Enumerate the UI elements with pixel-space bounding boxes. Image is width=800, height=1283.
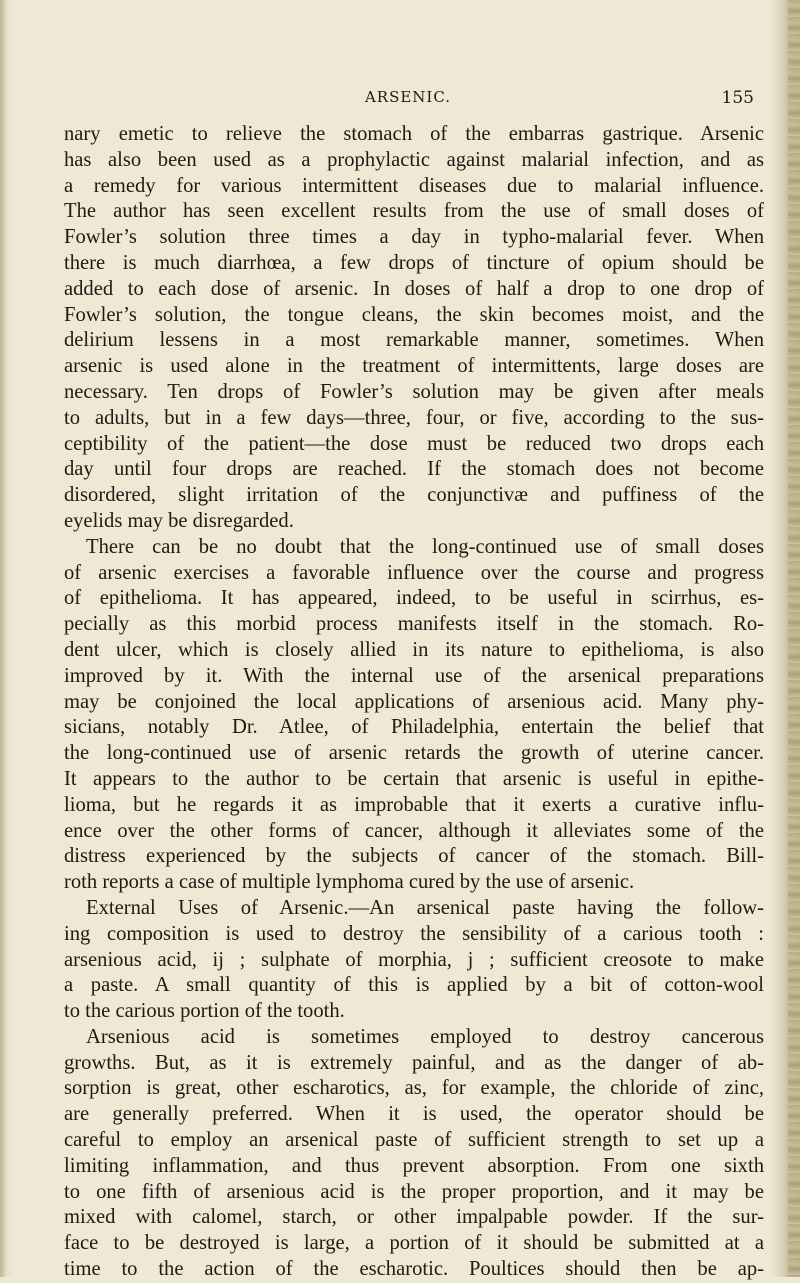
- running-head-title: ARSENIC.: [364, 88, 452, 106]
- text-line: External Uses of Arsenic.—An arsenical paste having the follow-: [86, 896, 764, 919]
- text-line: lioma, but he regards it as improbable that it exerts a curative influ-: [64, 793, 764, 816]
- text-line: distress experienced by the subjects of cancer of the stomach. Bill-: [64, 845, 764, 868]
- text-line: improved by it. With the internal use of the arsenical preparations: [64, 664, 764, 687]
- text-line: Fowler’s solution three times a day in typho-malarial fever. When: [64, 226, 764, 249]
- text-line: growths. But, as it is extremely painful, and as the danger of ab-: [64, 1051, 764, 1074]
- text-line: dent ulcer, which is closely allied in its nature to epithelioma, is also: [64, 638, 764, 661]
- text-line: ing composition is used to destroy the sensibility of a carious tooth :: [64, 922, 764, 945]
- text-line: a remedy for various intermittent diseases due to malarial influence.: [64, 174, 764, 197]
- text-line: are generally preferred. When it is used, the operator should be: [64, 1103, 764, 1126]
- text-line: limiting inflammation, and thus prevent absorption. From one sixth: [64, 1154, 764, 1177]
- text-line: face to be destroyed is large, a portion of it should be submitted at a: [64, 1232, 764, 1255]
- text-line: to one fifth of arsenious acid is the proper proportion, and it may be: [64, 1180, 764, 1203]
- running-head: [58, 88, 758, 112]
- text-line: mixed with calomel, starch, or other impalpable powder. If the sur-: [64, 1206, 764, 1229]
- text-line: arsenic is used alone in the treatment of intermittents, large doses are: [64, 355, 764, 378]
- text-line: has also been used as a prophylactic against malarial infection, and as: [64, 148, 764, 171]
- text-line: roth reports a case of multiple lymphoma cured by the use of arsenic.: [64, 871, 635, 894]
- text-line: sicians, notably Dr. Atlee, of Philadelphia, entertain the belief that: [64, 716, 764, 739]
- text-line: There can be no doubt that the long-continued use of small doses: [86, 535, 764, 558]
- text-line: of arsenic exercises a favorable influence over the course and progress: [64, 561, 764, 584]
- left-page-edge: [0, 0, 6, 1277]
- text-line: the long-continued use of arsenic retards the growth of uterine cancer.: [64, 742, 764, 765]
- text-line: delirium lessens in a most remarkable manner, sometimes. When: [64, 329, 764, 352]
- text-line: Arsenious acid is sometimes employed to destroy cancerous: [86, 1025, 764, 1048]
- text-line: may be conjoined the local applications of arsenious acid. Many phy-: [64, 690, 764, 713]
- text-line: of epithelioma. It has appeared, indeed, to be useful in scirrhus, es-: [64, 587, 764, 610]
- text-line: disordered, slight irritation of the conjunctivæ and puffiness of the: [64, 484, 764, 507]
- text-line: to the carious portion of the tooth.: [64, 1000, 345, 1023]
- text-line: It appears to the author to be certain that arsenic is useful in epithe-: [64, 767, 764, 790]
- body-text: [64, 122, 764, 1283]
- text-line: day until four drops are reached. If the stomach does not become: [64, 458, 764, 481]
- text-line: pecially as this morbid process manifests itself in the stomach. Ro-: [64, 613, 764, 636]
- text-line: eyelids may be disregarded.: [64, 509, 294, 532]
- text-line: time to the action of the escharotic. Poultices should then be ap-: [64, 1258, 764, 1281]
- text-line: careful to employ an arsenical paste of sufficient strength to set up a: [64, 1129, 764, 1152]
- text-line: to adults, but in a few days—three, four, or five, according to the sus-: [64, 406, 764, 429]
- text-line: sorption is great, other escharotics, as, for example, the chloride of zinc,: [64, 1077, 764, 1100]
- text-line: there is much diarrhœa, a few drops of tincture of opium should be: [64, 251, 764, 274]
- text-line: ence over the other forms of cancer, although it alleviates some of the: [64, 819, 764, 842]
- text-line: a paste. A small quantity of this is applied by a bit of cotton-wool: [64, 974, 764, 997]
- text-line: added to each dose of arsenic. In doses of half a drop to one drop of: [64, 277, 764, 300]
- text-line: ceptibility of the patient—the dose must be reduced two drops each: [64, 432, 764, 455]
- text-line: Fowler’s solution, the tongue cleans, the skin becomes moist, and the: [64, 303, 764, 326]
- text-line: arsenious acid, ij ; sulphate of morphia, j ; sufficient creosote to make: [64, 948, 764, 971]
- right-page-edge: [788, 0, 800, 1277]
- text-line: necessary. Ten drops of Fowler’s solution may be given after meals: [64, 380, 764, 403]
- text-line: nary emetic to relieve the stomach of the embarras gastrique. Arsenic: [64, 123, 764, 145]
- text-line: The author has seen excellent results from the use of small doses of: [64, 200, 764, 223]
- page-number: 155: [721, 88, 754, 108]
